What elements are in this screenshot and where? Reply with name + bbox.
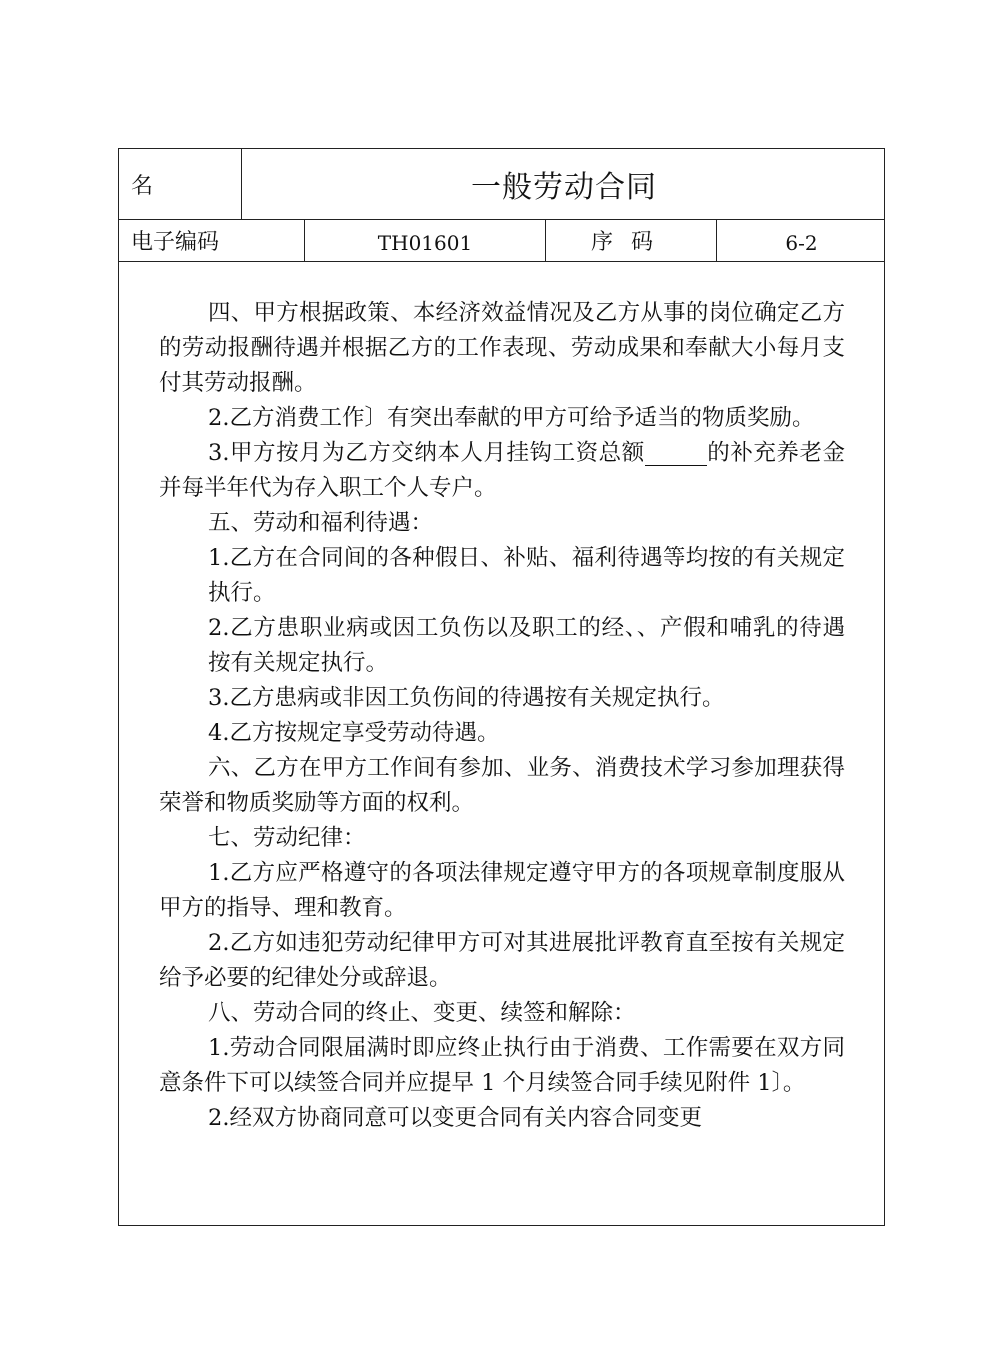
clause-5-1: 1.乙方在合同间的各种假日、补贴、福利待遇等均按的有关规定执行。 [208,545,845,606]
clause-4-3-text-a: 3.甲方按月为乙方交纳本人月挂钩工资总额 [208,440,645,466]
fill-in-blank [645,443,707,466]
name-label: 名 [119,149,242,219]
clause-4: 四、甲方根据政策、本经济效益情况及乙方从事的岗位确定乙方的劳动报酬待遇并根据乙方的工作表现、劳动成果和奉献大小每月支付其劳动报酬。 [159,300,845,396]
electronic-code-value: TH01601 [305,220,546,261]
electronic-code-label: 电子编码 [119,220,305,261]
clause-7-2: 2.乙方如违犯劳动纪律甲方可对其进展批评教育直至按有关规定给予必要的纪律处分或辞退。 [159,930,845,991]
header-row-codes [119,220,884,262]
clause-8-1: 1.劳动合同限届满时即应终止执行由于消费、工作需要在双方同意条件下可以续签合同并应提早 1 个月续签合同手续见附件 1〕。 [159,1035,845,1096]
clause-5-3: 3.乙方患病或非因工负伤间的待遇按有关规定执行。 [208,685,725,711]
sequence-code-value: 6-2 [785,230,818,255]
clause-7-1: 1.乙方应严格遵守的各项法律规定遵守甲方的各项规章制度服从甲方的指导、理和教育。 [159,860,845,921]
clause-8-heading: 八、劳动合同的终止、变更、续签和解除： [208,1000,636,1026]
sequence-code-label: 序码 [546,220,717,261]
clause-8-2: 2.经双方协商同意可以变更合同有关内容合同变更 [208,1105,702,1131]
clause-4-3-text-b: 的补充养老金并每半年代为存入职工个人专户。 [159,440,845,501]
clause-4-2: 2.乙方消费工作〕有突出奉献的甲方可给予适当的物质奖励。 [208,405,815,431]
clause-6: 六、乙方在甲方工作间有参加、业务、消费技术学习参加理获得荣誉和物质奖励等方面的权利。 [159,755,845,816]
header-row-title [119,149,884,220]
contract-body [159,296,845,1136]
clause-4-3 [159,436,845,506]
clause-5-2: 2.乙方患职业病或因工负伤以及职工的经、、产假和哺乳的待遇按有关规定执行。 [208,615,845,676]
clause-5-4: 4.乙方按规定享受劳动待遇。 [208,720,500,746]
clause-7-heading: 七、劳动纪律： [208,825,366,851]
clause-5-heading: 五、劳动和福利待遇： [208,510,434,536]
document-title: 一般劳动合同 [471,170,657,205]
